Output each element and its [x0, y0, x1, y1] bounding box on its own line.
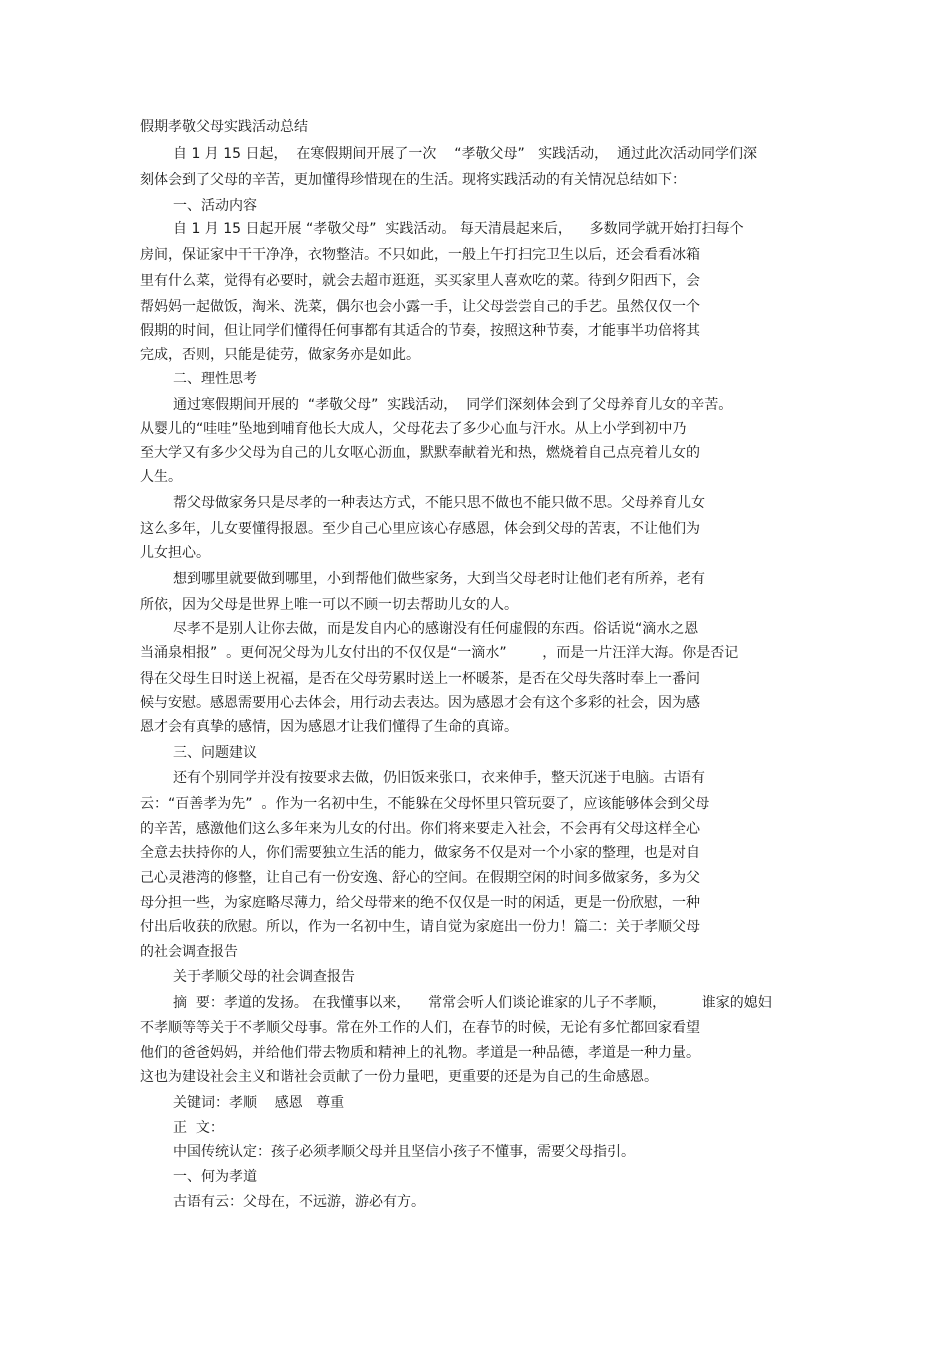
document-title: 假期孝敬父母实践活动总结	[140, 119, 308, 135]
text-line: 通过寒假期间开展的 “孝敬父母” 实践活动， 同学们深刻体会到了父母养育儿女的辛苦。	[173, 397, 733, 413]
text-line: 尽孝不是别人让你去做，而是发自内心的感谢没有任何虚假的东西。俗话说“滴水之恩	[173, 621, 699, 637]
report-title: 关于孝顺父母的社会调查报告	[173, 969, 355, 985]
text-line: 付出后收获的欣慰。所以，作为一名初中生，请自觉为家庭出一份力！篇二：关于孝顺父母	[140, 919, 700, 935]
section-heading: 三、问题建议	[173, 745, 257, 761]
text-line: 这么多年，儿女要懂得报恩。至少自己心里应该心存感恩，体会到父母的苦衷，不让他们为	[140, 521, 700, 537]
text-line: 摘 要：孝道的发扬。 在我懂事以来， 常常会听人们谈论谁家的儿子不孝顺， 谁家的媳妇	[173, 995, 772, 1011]
text-line: 帮妈妈一起做饭，淘米、洗菜，偶尔也会小露一手，让父母尝尝自己的手艺。虽然仅仅一个	[140, 299, 700, 315]
text-line: 完成，否则，只能是徒劳，做家务亦是如此。	[140, 347, 420, 363]
text-line: 他们的爸爸妈妈，并给他们带去物质和精神上的礼物。孝道是一种品德，孝道是一种力量。	[140, 1045, 700, 1061]
text-line: 还有个别同学并没有按要求去做，仍旧饭来张口，衣来伸手，整天沉迷于电脑。古语有	[173, 770, 705, 786]
text-line: 全意去扶持你的人，你们需要独立生活的能力，做家务不仅是对一个小家的整理，也是对自	[140, 845, 700, 861]
text-line: 候与安慰。感恩需要用心去体会，用行动去表达。因为感恩才会有这个多彩的社会，因为感	[140, 695, 700, 711]
text-line: 刻体会到了父母的辛苦，更加懂得珍惜现在的生活。现将实践活动的有关情况总结如下：	[140, 172, 686, 188]
section-heading: 一、活动内容	[173, 198, 257, 214]
section-heading: 一、何为孝道	[173, 1169, 257, 1185]
text-line: 己心灵港湾的修整，让自己有一份安逸、舒心的空间。在假期空闲的时间多做家务，多为父	[140, 870, 700, 886]
section-heading: 二、理性思考	[173, 371, 257, 387]
text-line: 正 文：	[173, 1120, 224, 1136]
text-line: 自 1 月 15 日起， 在寒假期间开展了一次 “孝敬父母” 实践活动， 通过此次活动同学们深	[173, 146, 757, 162]
text-line: 当涌泉相报” 。更何况父母为儿女付出的不仅仅是“一滴水” ，而是一片汪洋大海。你是否记	[140, 645, 739, 661]
text-line: 至大学又有多少父母为自己的儿女呕心沥血，默默奉献着光和热，燃烧着自己点亮着儿女的	[140, 445, 700, 461]
text-line: 里有什么菜，觉得有必要时，就会去超市逛逛，买买家里人喜欢吃的菜。待到夕阳西下，会	[140, 273, 700, 289]
text-line: 假期的时间，但让同学们懂得任何事都有其适合的节奏，按照这种节奏，才能事半功倍将其	[140, 323, 700, 339]
text-line: 母分担一些，为家庭略尽薄力，给父母带来的绝不仅仅是一时的闲适，更是一份欣慰，一种	[140, 895, 700, 911]
text-line: 得在父母生日时送上祝福，是否在父母劳累时送上一杯暖茶，是否在父母失落时奉上一番问	[140, 671, 700, 687]
text-line: 的社会调查报告	[140, 944, 238, 960]
text-line: 想到哪里就要做到哪里，小到帮他们做些家务，大到当父母老时让他们老有所养，老有	[173, 571, 705, 587]
text-line: 的辛苦，感激他们这么多年来为儿女的付出。你们将来要走入社会，不会再有父母这样全心	[140, 821, 700, 837]
text-line: 从婴儿的“哇哇”坠地到哺育他长大成人，父母花去了多少心血与汗水。从上小学到初中乃	[140, 421, 687, 437]
text-line: 所依，因为父母是世界上唯一可以不顾一切去帮助儿女的人。	[140, 597, 518, 613]
text-line: 恩才会有真挚的感情，因为感恩才让我们懂得了生命的真谛。	[140, 719, 518, 735]
text-line: 人生。	[140, 469, 182, 485]
keywords-line: 关键词：孝顺 感恩 尊重	[173, 1095, 345, 1111]
text-line: 帮父母做家务只是尽孝的一种表达方式，不能只思不做也不能只做不思。父母养育儿女	[173, 495, 705, 511]
text-line: 儿女担心。	[140, 545, 210, 561]
text-line: 不孝顺等等关于不孝顺父母事。常在外工作的人们，在春节的时候，无论有多忙都回家看望	[140, 1020, 700, 1036]
text-line: 云：“百善孝为先” 。作为一名初中生，不能躲在父母怀里只管玩耍了，应该能够体会到父母	[140, 796, 710, 812]
text-line: 自 1 月 15 日起开展 “孝敬父母” 实践活动。 每天清晨起来后， 多数同学就开始打扫每个	[173, 221, 744, 237]
text-line: 房间，保证家中干干净净，衣物整洁。不只如此，一般上午打扫完卫生以后，还会看看冰箱	[140, 247, 700, 263]
text-line: 中国传统认定：孩子必须孝顺父母并且坚信小孩子不懂事，需要父母指引。	[173, 1144, 635, 1160]
text-line: 古语有云：父母在，不远游，游必有方。	[173, 1194, 425, 1210]
text-line: 这也为建设社会主义和谐社会贡献了一份力量吧，更重要的还是为自己的生命感恩。	[140, 1069, 658, 1085]
